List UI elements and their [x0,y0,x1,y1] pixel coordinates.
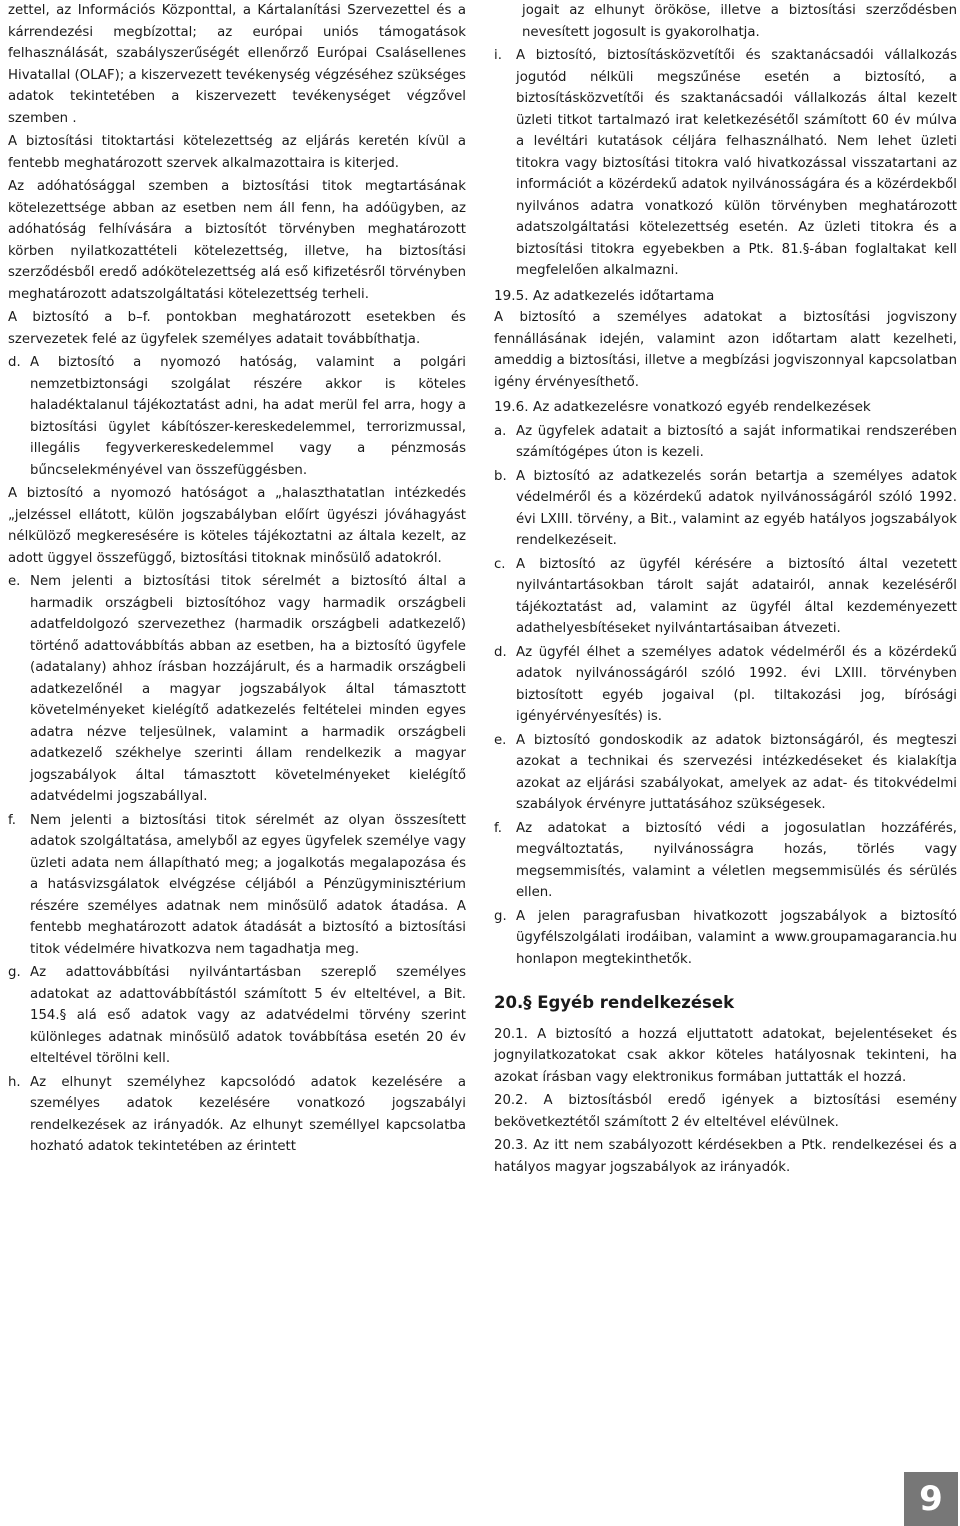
list-marker: f. [494,820,502,836]
paragraph: A biztosító a személyes adatokat a biztosítási jogviszony fennállásának idején, valamint azon időtartam alatt kezelheti, ameddig a biztosítási, illetve a megbízási jogviszonnyal kapcsolatban igény érvényesíthető. [494,310,957,390]
paragraph: 20.3. Az itt nem szabályozott kérdésekben a Ptk. rendelkezései és a hatályos magyar jogszabályok az irányadók. [494,1138,957,1175]
list-marker: a. [494,423,507,439]
list-marker: g. [8,965,21,980]
list-item-i [494,45,957,282]
list-marker: i. [494,48,502,63]
list-item-e [8,571,466,808]
list-text: A biztosító az adatkezelés során betartja a személyes adatok védelméről és a közérdekű adatok nyilvánosságáról szóló 1992. évi LXIII. törvény, a Bit., valamint az egyéb hatályos jogszabályok rendelkezéseit. [516,468,957,548]
list-item-g [8,962,466,1070]
paragraph: zettel, az Információs Központtal, a Kártalanítási Szervezettel és a kárrendezési megbízottal; az európai uniós támogatások felhasználását, szabályszerűségét ellenőrző Európai Csalásellenes Hivatallal (OLAF); a kiszervezett tevékenység végzéséhez szükséges adatok tekintetében a kiszervezett tevékenységet végzővel szemben . [8,3,466,126]
paragraph: Az adóhatósággal szemben a biztosítási titok megtartásának kötelezettsége abban az esetben nem áll fenn, ha adóügyben, az adóhatóság felhívására a biztosítót törvényben meghatározott körben nyilatkozattételi kötelezettség, illetve, ha biztosítási szerződésből eredő adókötelezettség alá eső kifizetésről törvényben meghatározott adatszolgáltatási kötelezettség terheli. [8,179,466,302]
list-marker: d. [494,644,507,660]
list-marker: b. [494,468,507,484]
list-item [494,818,957,904]
paragraph: 20.1. A biztosító a hozzá eljuttatott adatokat, bejelentéseket és jognyilatkozatokat csak akkor köteles hatályosnak tekinteni, ha azokat írásban vagy elektronikus formában juttatták el hozzá. [494,1026,957,1085]
list-marker: g. [494,908,507,924]
list-text: A biztosító, biztosításközvetítői és szaktanácsadói vállalkozás jogutód nélküli megszűnése esetén a biztosító, a biztosításközvetítői és szaktanácsadói vállalkozás által kezelt üzleti titkot tartalmazó irat keletkezésétől számított 60 év múlva a levéltári kutatások céljára felhasználható. Nem lehet üzleti titokra vagy biztosítási titokra való hivatkozással visszatartani az információt a közérdekű adatok nyilvánosságára és a közérdekből nyilvános adatra vonatkozó külön törvényben meghatározott adatszolgáltatási kötelezettség esetén. Az üzleti titokra és a biztosítási titokra egyebekben a Ptk. 81.§-ában foglaltakat kell megfelelően alkalmazni. [516,48,957,278]
list-item [494,906,957,971]
list-item-d [8,352,466,481]
list-text: Az adattovábbítási nyilvántartásban szereplő személyes adatokat az adattovábbítástól számított 5 év elteltével, a Bit. 154.§ alá eső adatok vagy az adatvédelmi törvény szerint különleges adatnak minősülő adatok továbbítása esetén 20 év elteltével törölni kell. [30,965,466,1066]
paragraph: A biztosítási titoktartási kötelezettség az eljárás keretén kívül a fentebb meghatározott szervek alkalmazottaira is kiterjed. [8,134,466,171]
section-heading-19-6: 19.6. Az adatkezelésre vonatkozó egyéb rendelkezések [494,399,871,415]
list-item-f [8,810,466,961]
paragraph: 20.2. A biztosításból eredő igények a biztosítási esemény bekövetkeztétől számított 2 év elteltével elévülnek. [494,1093,957,1130]
list-marker: e. [494,732,507,748]
list-text: Az adatokat a biztosító védi a jogosulatlan hozzáférés, megváltoztatás, nyilvánosságra hozás, törlés vagy megsemmisítés, valamint a véletlen megsemmisülés és sérülés ellen. [516,820,957,900]
list-text: Az elhunyt személyhez kapcsolódó adatok kezelésére a személyes adatok kezelésére vonatkozó jogszabályi rendelkezések az irányadók. Az elhunyt személlyel kapcsolatba hozható adatok tekintetében az érintett [30,1074,466,1154]
page-number: 9 [904,1472,958,1526]
section-heading-19-5: 19.5. Az adatkezelés időtartama [494,287,715,304]
list-item [494,554,957,640]
rules-list [494,421,957,971]
right-column [494,0,957,1178]
section-heading-20: 20.§ Egyéb rendelkezések [494,993,735,1012]
list-marker: f. [8,812,16,828]
paragraph: A biztosító a nyomozó hatóságot a „halaszthatatlan intézkedés „jelzéssel ellátott, külön jogszabályban előírt ügyészi jóváhagyást nélkülöző megkeresésére is köteles tájékoztatni az általa kezelt, az adott üggyel összefüggő, biztosítási titoknak minősülő adatokról. [8,486,466,566]
list-marker: d. [8,355,21,370]
list-text: A jelen paragrafusban hivatkozott jogszabályok a biztosító ügyfélszolgálati irodáiban, valamint a www.groupamagarancia.hu honlapon megtekinthetők. [516,908,957,967]
left-column [8,0,466,1158]
list-text: A biztosító gondoskodik az adatok biztonságáról, és megteszi azokat a technikai és szervezési intézkedéseket és kialakítja azokat az eljárási szabályokat, amelyek az adat- és titokvédelmi szabályok érvényre juttatásához szükségesek. [516,732,957,812]
list-text: Az ügyfelek adatait a biztosító a saját informatikai rendszerében számítógépes úton is kezeli. [516,423,957,460]
list-marker: h. [8,1074,21,1090]
list-text: Nem jelenti a biztosítási titok sérelmét a biztosító által a harmadik országbeli biztosítóhoz vagy harmadik országbeli adatfeldolgozó szervezethez (harmadik országbeli adatkezelő) történő adattovábbítás abban az esetben, ha a biztosító ügyfele (adatalany) ahhoz írásban hozzájárult, és a harmadik országbeli adatkezelőnél a magyar jogszabályok által támasztott követelményeket kielégítő adatkezelés feltételei minden egyes adatra nézve teljesülnek, valamint a harmadik országbeli adatkezelő székhelye szerinti állam rendelkezik a magyar jogszabályok által támasztott követelményeket kielégítő adatvédelmi jogszabállyal. [30,574,466,804]
list-marker: c. [494,556,506,572]
list-text: A biztosító a nyomozó hatóság, valamint a polgári nemzetbiztonsági szolgálat részére akkor is köteles haladéktalanul tájékoztatást adni, ha adat merül fel arra, hogy a biztosítási ügylet kábítószer-kereskedelemmel, terrorizmussal, illegális fegyverkereskedelemmel vagy a pénzmosás bűncselekményével van összefüggésben. [30,355,466,478]
list-item [494,421,957,464]
list-text: Nem jelenti a biztosítási titok sérelmét az olyan összesített adatok szolgáltatása, amelyből az egyes ügyfelek személye vagy üzleti adata nem állapítható meg; a jogalkotás megalapozása és a hatásvizsgálatok elvégzése céljából a Pénzügyminisztérium részére személyes adatnak nem minősülő adatok átadása. A fentebb meghatározott adatok átadását a biztosító a biztosítási titok védelmére hivatkozva nem tagadhatja meg. [30,812,466,957]
continued-paragraph: jogait az elhunyt örököse, illetve a biztosítási szerződésben nevesített jogosult is gyakorolhatja. [522,3,957,40]
list-item-h [8,1072,466,1158]
list-item [494,642,957,728]
list-text: Az ügyfél élhet a személyes adatok védelméről és a közérdekű adatok nyilvánosságáról szóló 1992. évi LXIII. törvényben biztosított egyéb jogaival (pl. tiltakozási jog, bírósági igényérvényesítés) is. [516,644,957,724]
paragraph: A biztosító a b–f. pontokban meghatározott esetekben és szervezetek felé az ügyfelek személyes adatait továbbíthatja. [8,310,466,347]
list-item [494,730,957,816]
list-marker: e. [8,574,21,589]
list-text: A biztosító az ügyfél kérésére a biztosító által vezetett nyilvántartásokban tárolt saját adatairól, annak kezeléséről tájékoztatást ad, valamint az ügyfél által kezdeményezett adathelyesbítéseket nyilvántartásaiban átvezeti. [516,556,957,636]
list-item [494,466,957,552]
